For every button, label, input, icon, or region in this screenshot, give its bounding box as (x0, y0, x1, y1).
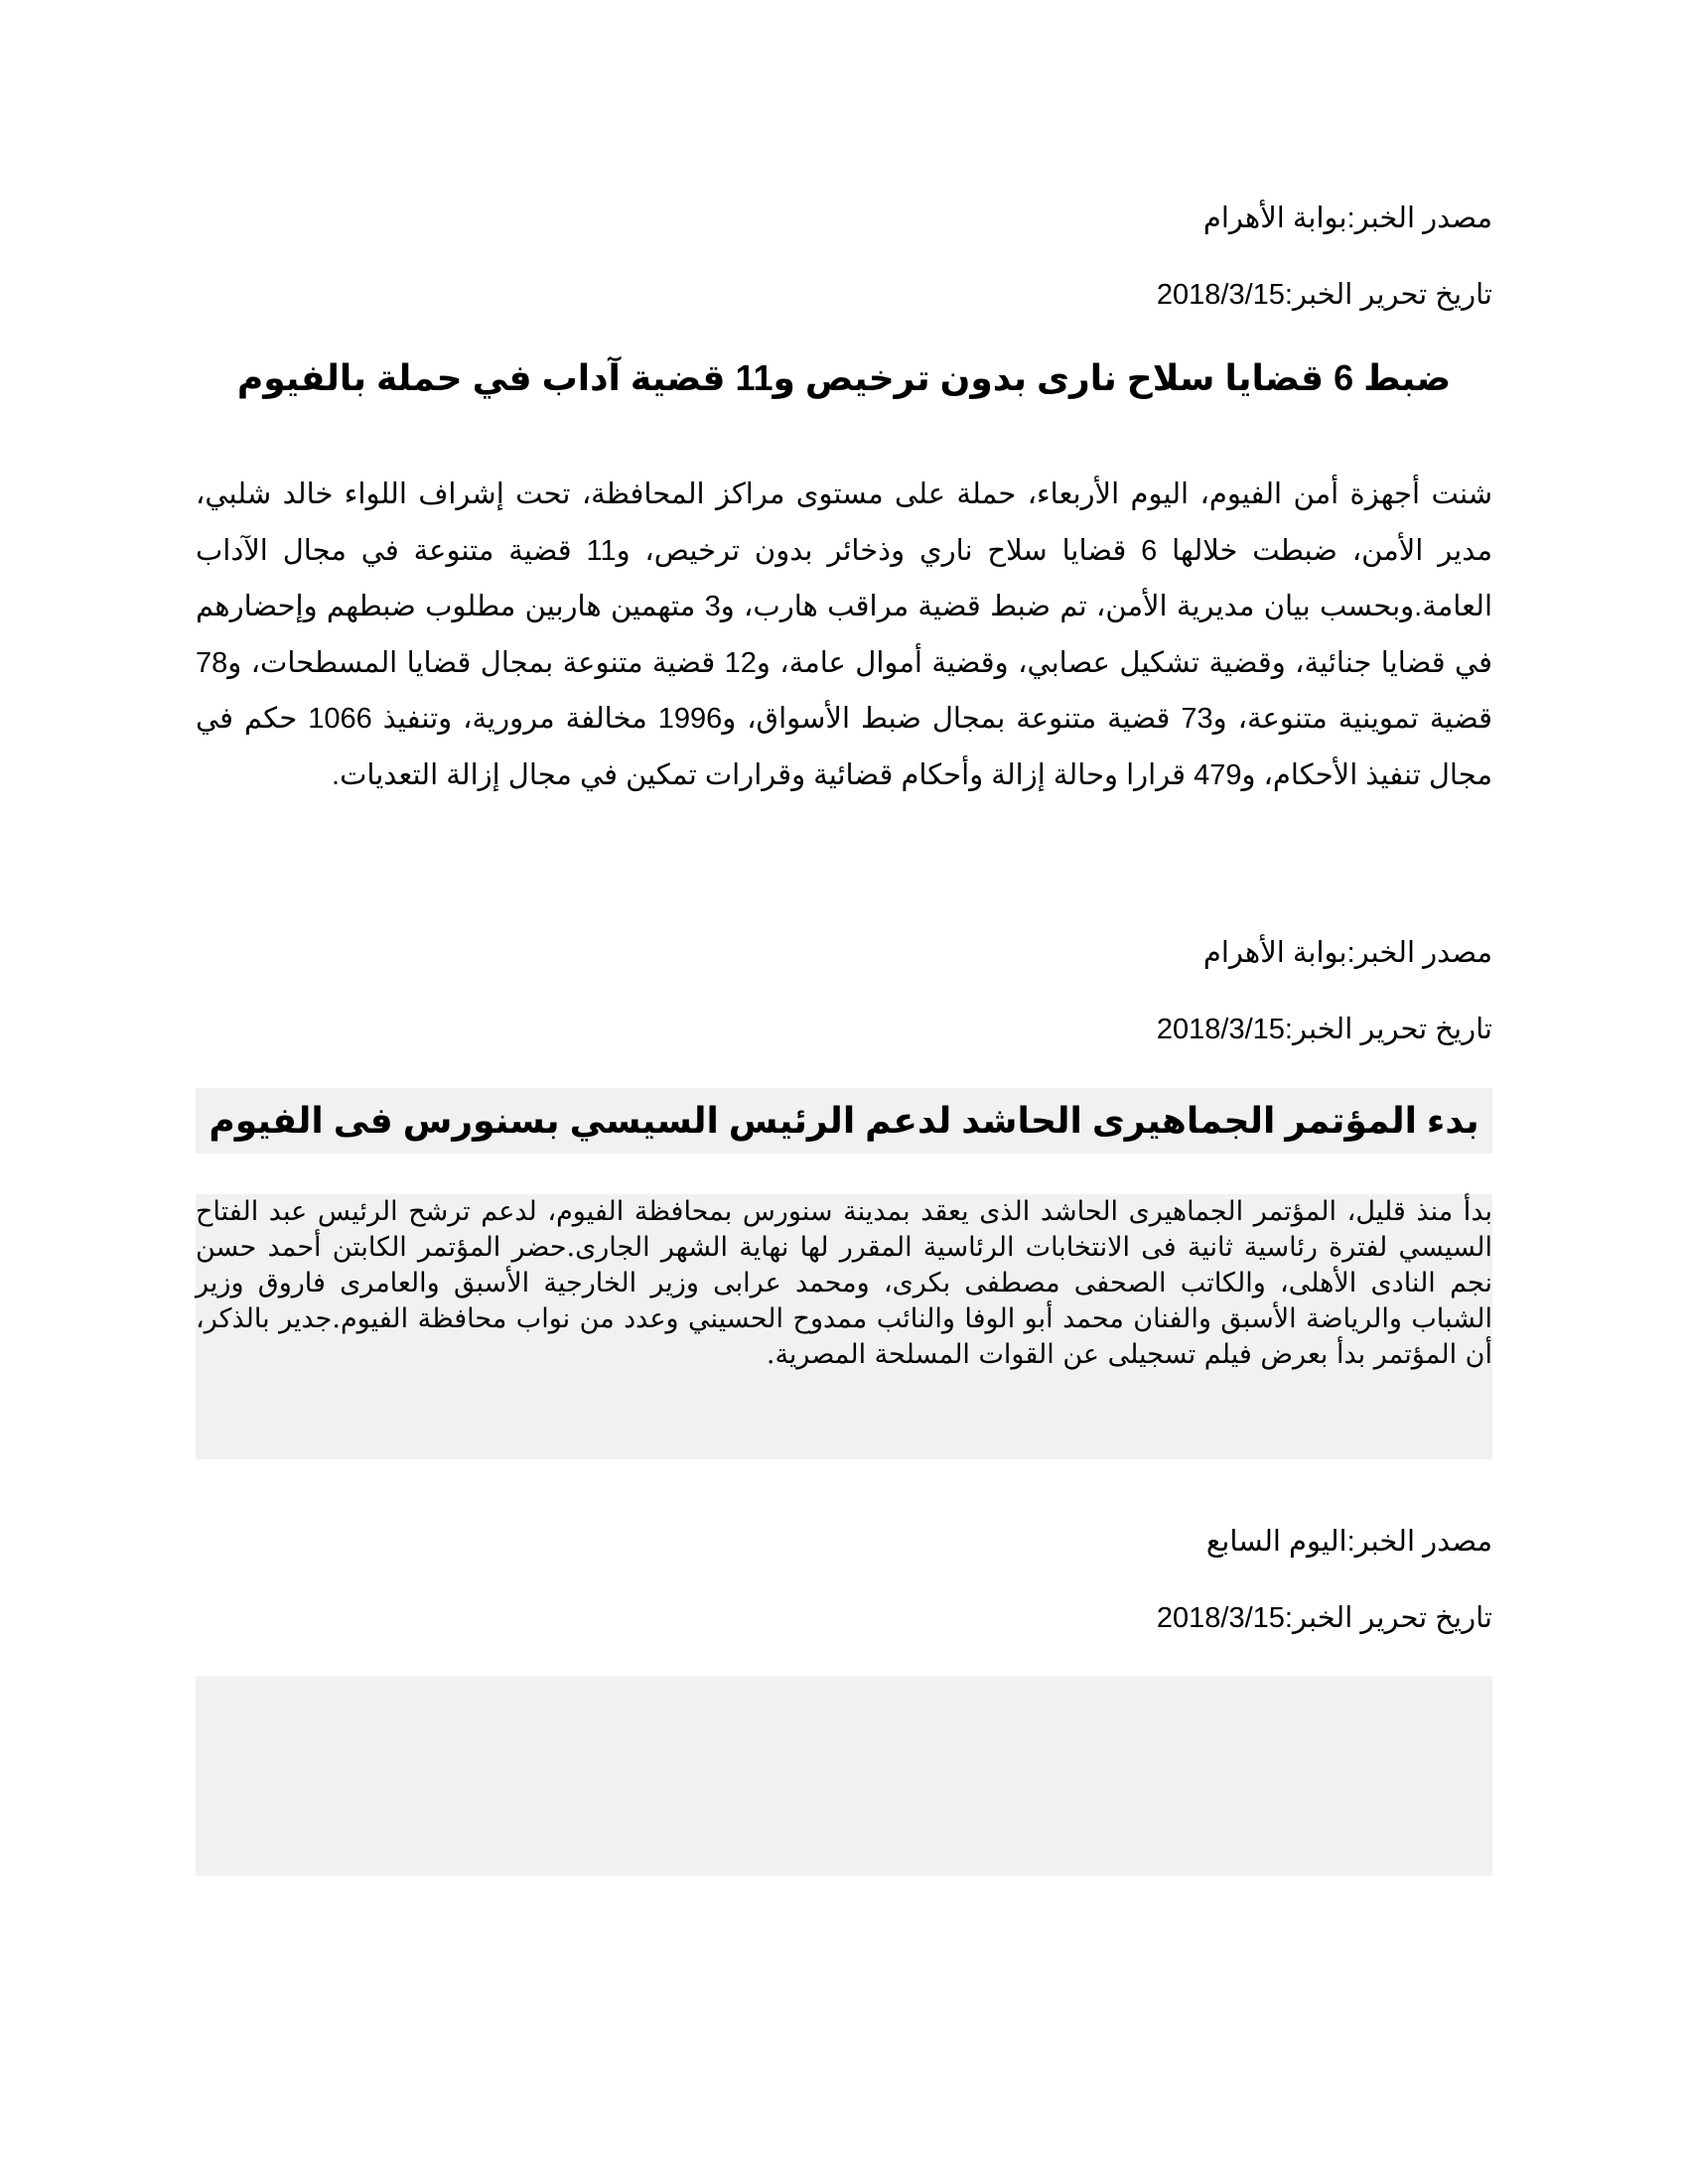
article-2-body: بدأ منذ قليل، المؤتمر الجماهيرى الحاشد الذى يعقد بمدينة سنورس بمحافظة الفيوم، لدعم ترشح الرئيس عبد الفتاح السيسي لفترة رئاسية ثانية فى الانتخابات الرئاسية المقرر لها نهاية الشهر الجارى.حضر المؤتمر الكابتن أحمد حسن نجم النادى الأهلى، والكاتب الصحفى مصطفى بكرى، ومحمد عرابى وزير الخارجية الأسبق والعامرى فاروق وزير الشباب والرياضة الأسبق والفنان محمد أبو الوفا والنائب ممدوح الحسيني وعدد من نواب محافظة الفيوم.جدير بالذكر، أن المؤتمر بدأ بعرض فيلم تسجيلى عن القوات المسلحة المصرية. (196, 1194, 1492, 1459)
source-label: مصدر الخبر: (1346, 1526, 1492, 1558)
source-value: اليوم السابع (1205, 1526, 1347, 1558)
source-label: مصدر الخبر: (1346, 937, 1492, 969)
article-2-source (1203, 933, 1492, 973)
article-3-date (1157, 1598, 1492, 1638)
article-1-source (1203, 199, 1492, 238)
date-label: تاريخ تحرير الخبر: (1284, 279, 1492, 311)
date-value: 2018/3/15 (1156, 1602, 1285, 1634)
article-3-empty-body (196, 1676, 1492, 1876)
source-label: مصدر الخبر: (1346, 203, 1492, 234)
document-page (196, 0, 1492, 2184)
date-value: 2018/3/15 (1156, 1014, 1285, 1045)
article-2-headline: بدء المؤتمر الجماهيرى الحاشد لدعم الرئيس السيسي بسنورس فى الفيوم (196, 1088, 1492, 1154)
article-1-date (1157, 275, 1492, 315)
source-value: بوابة الأهرام (1202, 937, 1347, 969)
date-value: 2018/3/15 (1156, 279, 1285, 311)
article-1-body: شنت أجهزة أمن الفيوم، اليوم الأربعاء، حملة على مستوى مراكز المحافظة، تحت إشراف اللواء خالد شلبي، مدير الأمن، ضبطت خلالها 6 قضايا سلاح ناري وذخائر بدون ترخيص، و11 قضية متنوعة في مجال الآداب العامة.وبحسب بيان مديرية الأمن، تم ضبط قضية مراقب هارب، و3 متهمين هاربين مطلوب ضبطهم وإحضارهم في قضايا جنائية، وقضية تشكيل عصابي، وقضية أموال عامة، و12 قضية متنوعة بمجال قضايا المسطحات، و78 قضية تموينية متنوعة، و73 قضية متنوعة بمجال ضبط الأسواق، و1996 مخالفة مرورية، وتنفيذ 1066 حكم في مجال تنفيذ الأحكام، و479 قرارا وحالة إزالة وأحكام قضائية وقرارات تمكين في مجال إزالة التعديات. (196, 478, 1492, 791)
article-2-date (1157, 1010, 1492, 1049)
article-1-headline: ضبط 6 قضايا سلاح نارى بدون ترخيص و11 قضية آداب في حملة بالفيوم (236, 357, 1452, 398)
source-value: بوابة الأهرام (1202, 203, 1347, 234)
article-3-source (1206, 1522, 1492, 1562)
date-label: تاريخ تحرير الخبر: (1284, 1602, 1492, 1634)
date-label: تاريخ تحرير الخبر: (1284, 1014, 1492, 1045)
